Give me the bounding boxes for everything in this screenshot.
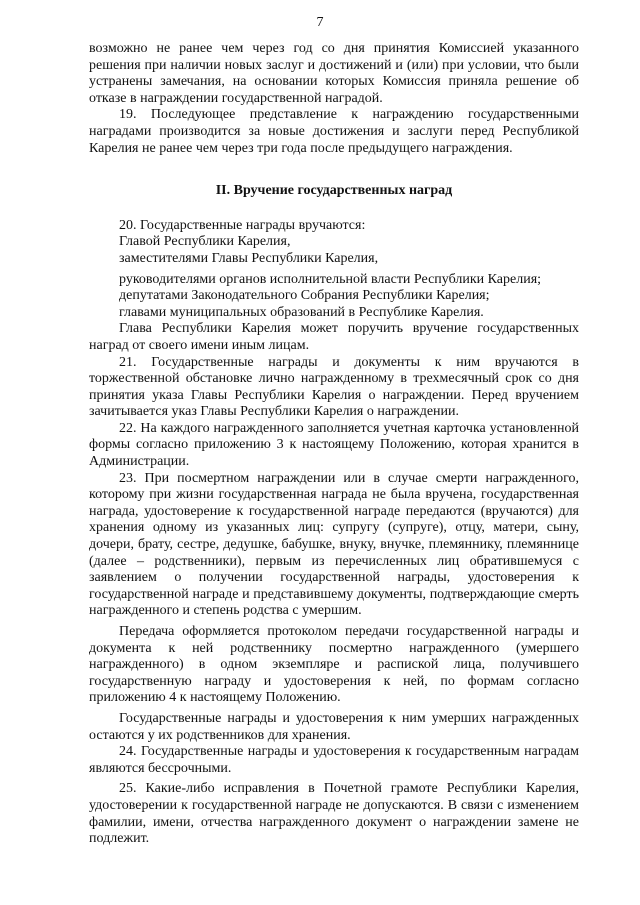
paragraph-item-25: 25. Какие-либо исправления в Почетной грамоте Республики Карелия, удостоверении к государственной награде не допускаются. В связи с изменением фамилии, имени, отчества награжденного документ о награждении замене не подлежит. [89, 781, 579, 847]
paragraph-transfer-protocol: Передача оформляется протоколом передачи государственной награды и документа к ней родственнику посмертно награжденного (умершего награжденного) в одном экземпляре и распиской лица, получившего государственную награду и удостоверения к ней, по формам согласно приложению 4 к настоящему Положению. [89, 624, 579, 706]
list-item: депутатами Законодательного Собрания Республики Карелия; [119, 288, 490, 304]
paragraph-item-22: 22. На каждого награжденного заполняется учетная карточка установленной формы согласно приложению 3 к настоящему Положению, которая хранится в Администрации. [89, 420, 579, 470]
document-body [89, 41, 579, 848]
paragraph-item-23: 23. При посмертном награждении или в случае смерти награжденного, которому при жизни государственная награда не была вручена, государственная награда, удостоверение к государственной награде передаются (вручаются) для хранения одному из указанных лиц: супругу (супруге), отцу, матери, сыну, дочери, брату, сестре, дедушке, бабушке, внуку, внучке, племяннику, племяннице (далее – родственники), первым из перечисленных лиц обратившемуся с заявлением о получении государственной награды, удостоверения к государственной награде и представившему документы, подтверждающие смерть награжденного и степень родства с умершим. [89, 470, 579, 619]
list-item: руководителями органов исполнительной власти Республики Карелия; [119, 271, 542, 287]
paragraph-item-20: 20. Государственные награды вручаются: [119, 217, 366, 233]
section-heading: II. Вручение государственных наград [215, 183, 453, 199]
list-item: Главой Республики Карелия, [119, 234, 291, 250]
paragraph-item-19: 19. Последующее представление к награждению государственными наградами производится за новые достижения и заслуги перед Республикой Карелия не ранее чем через три года после предыдущего награждения. [89, 107, 579, 156]
list-item: главами муниципальных образований в Республике Карелия. [119, 304, 484, 320]
paragraph-storage: Государственные награды и удостоверения к ним умерших награжденных остаются у их родственников для хранения. [89, 710, 579, 743]
paragraph-item-21: 21. Государственные награды и документы к ним вручаются в торжественной обстановке лично награжденному в трехмесячный срок со дня принятия указа Главы Республики Карелия о награждении. Перед вручением зачитывается указ Главы Республики Карелия о награждении. [89, 354, 579, 420]
paragraph-item-24: 24. Государственные награды и удостоверения к государственным наградам являются бессрочными. [89, 744, 579, 776]
page-number: 7 [316, 15, 324, 30]
paragraph-delegation: Глава Республики Карелия может поручить вручение государственных наград от своего имени иным лицам. [89, 321, 579, 353]
list-item: заместителями Главы Республики Карелия, [119, 250, 379, 266]
paragraph-continuation: возможно не ранее чем через год со дня принятия Комиссией указанного решения при наличии новых заслуг и достижений и (или) при условии, что были устранены замечания, на основании которых Комиссия приняла решение об отказе в награждении государственной наградой. [89, 41, 579, 106]
